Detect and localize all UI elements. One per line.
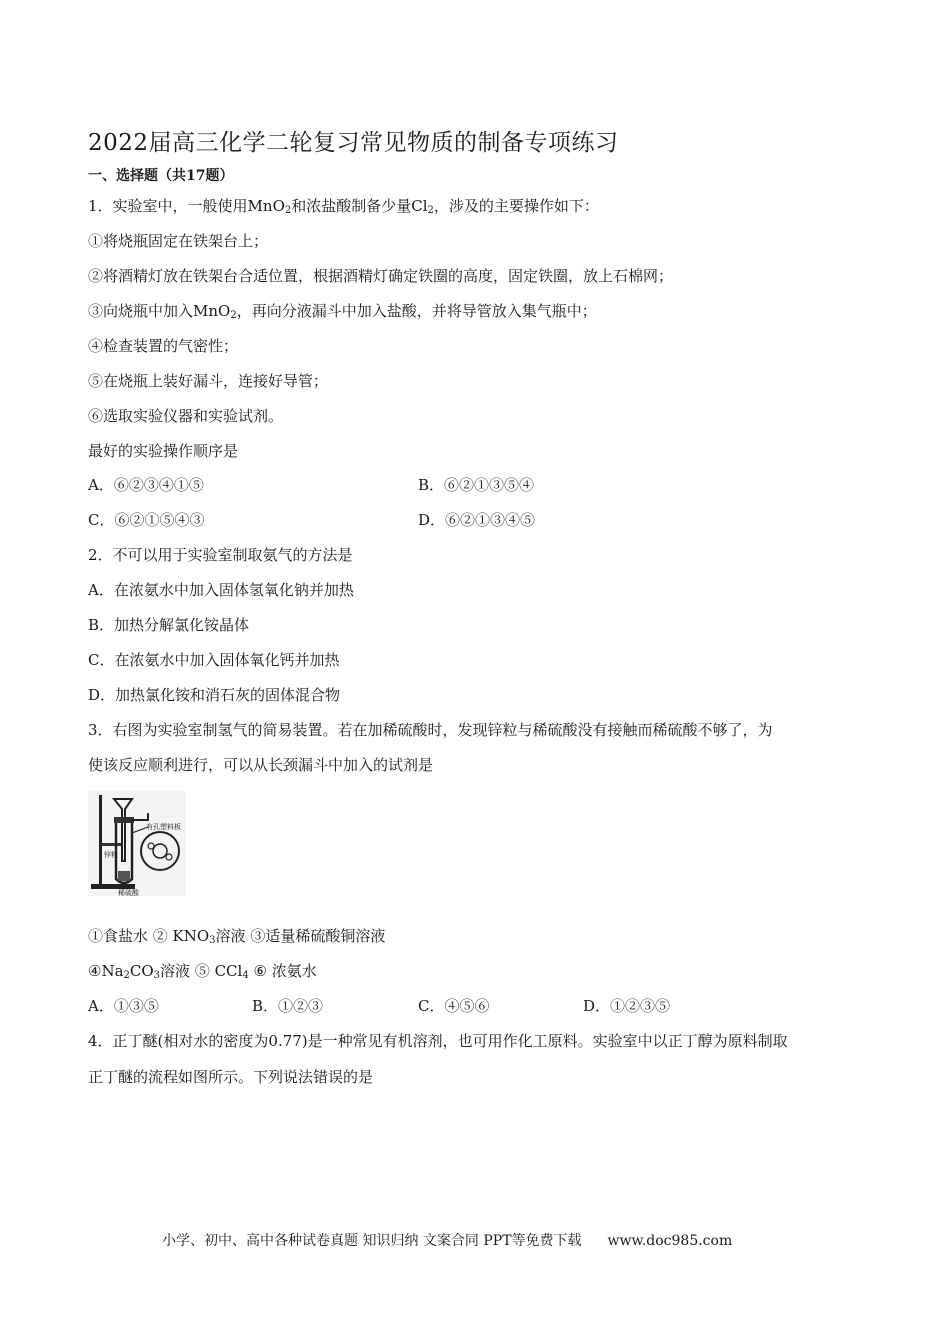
q1-step-3: ③向烧瓶中加入MnO$_2$，再向分液漏斗中加入盐酸，并将导管放入集气瓶中； <box>88 302 597 321</box>
acid-label: 稀硫酸 <box>118 889 139 896</box>
q1-option-b: B．⑥②①③⑤④ <box>418 476 535 494</box>
zinc-label: 锌粒 <box>104 851 118 859</box>
q4-stem-line-1: 4．正丁醚(相对水的密度为0.77)是一种常见有机溶剂，也可用作化工原料。实验室中以正丁醇为原料制取 <box>88 1032 788 1050</box>
q3-option-d: D．①②③⑤ <box>583 997 671 1015</box>
q3-stem-line-1: 3．右图为实验室制氢气的简易装置。若在加稀硫酸时，发现锌粒与稀硫酸没有接触而稀硫酸不够了，为 <box>88 721 773 739</box>
q3-option-c: C．④⑤⑥ <box>418 997 490 1015</box>
q3-reagents-line-2: $④Na_2CO_3$溶液 ⑤ CCl$_4$ ⑥ 浓氨水 <box>88 962 317 981</box>
q1-step-5: ⑤在烧瓶上装好漏斗，连接好导管； <box>88 372 329 390</box>
q3-option-a: A．①③⑤ <box>88 997 159 1015</box>
q2-option-a: A．在浓氨水中加入固体氢氧化钠并加热 <box>88 581 354 599</box>
section-heading: 一、选择题（共17题） <box>88 168 234 184</box>
q4-stem-line-2: 正丁醚的流程如图所示。下列说法错误的是 <box>88 1068 374 1086</box>
footer-url[interactable]: www.doc985.com <box>607 1233 733 1249</box>
q1-step-4: ④检查装置的气密性； <box>88 337 239 355</box>
page-footer <box>162 1230 732 1250</box>
q2-option-d: D．加热氯化铵和消石灰的固体混合物 <box>88 686 341 704</box>
q1-step-2: ②将酒精灯放在铁架台合适位置，根据酒精灯确定铁圈的高度，固定铁圈，放上石棉网； <box>88 267 674 285</box>
q1-option-d: D．⑥②①③④⑤ <box>418 511 536 529</box>
stand-clamp <box>100 843 122 846</box>
q1-prompt: 最好的实验操作顺序是 <box>88 442 239 460</box>
q1-stem: 1．实验室中，一般使用MnO$_2$和浓盐酸制备少量$Cl_2$，涉及的主要操作如下： <box>88 197 599 216</box>
document-title: 2022届高三化学二轮复习常见物质的制备专项练习 <box>88 130 619 156</box>
q3-stem-line-2: 使该反应顺利进行，可以从长颈漏斗中加入的试剂是 <box>88 756 434 774</box>
hydrogen-apparatus-figure <box>88 791 186 896</box>
stopper <box>114 817 134 823</box>
footer-text: 小学、初中、高中各种试卷真题 知识归纳 文案合同 PPT等免费下载 <box>162 1233 582 1249</box>
dilute-acid <box>118 871 130 881</box>
q2-stem: 2．不可以用于实验室制取氨气的方法是 <box>88 546 353 564</box>
q2-option-b: B．加热分解氯化铵晶体 <box>88 616 250 634</box>
q3-option-b: B．①②③ <box>252 997 324 1015</box>
q1-step-6: ⑥选取实验仪器和实验试剂。 <box>88 407 284 425</box>
q1-option-c: C．⑥②①⑤④③ <box>88 511 205 529</box>
q2-option-c: C．在浓氨水中加入固体氧化钙并加热 <box>88 651 340 669</box>
q1-option-a: A．⑥②③④①⑤ <box>88 476 204 494</box>
stand-rod <box>99 795 102 887</box>
q3-reagents-line-1: ①食盐水 ② $KNO_3$溶液 ③适量稀硫酸铜溶液 <box>88 927 386 946</box>
plate-label: 有孔塑料板 <box>146 823 181 831</box>
q1-step-1: ①将烧瓶固定在铁架台上； <box>88 232 269 250</box>
